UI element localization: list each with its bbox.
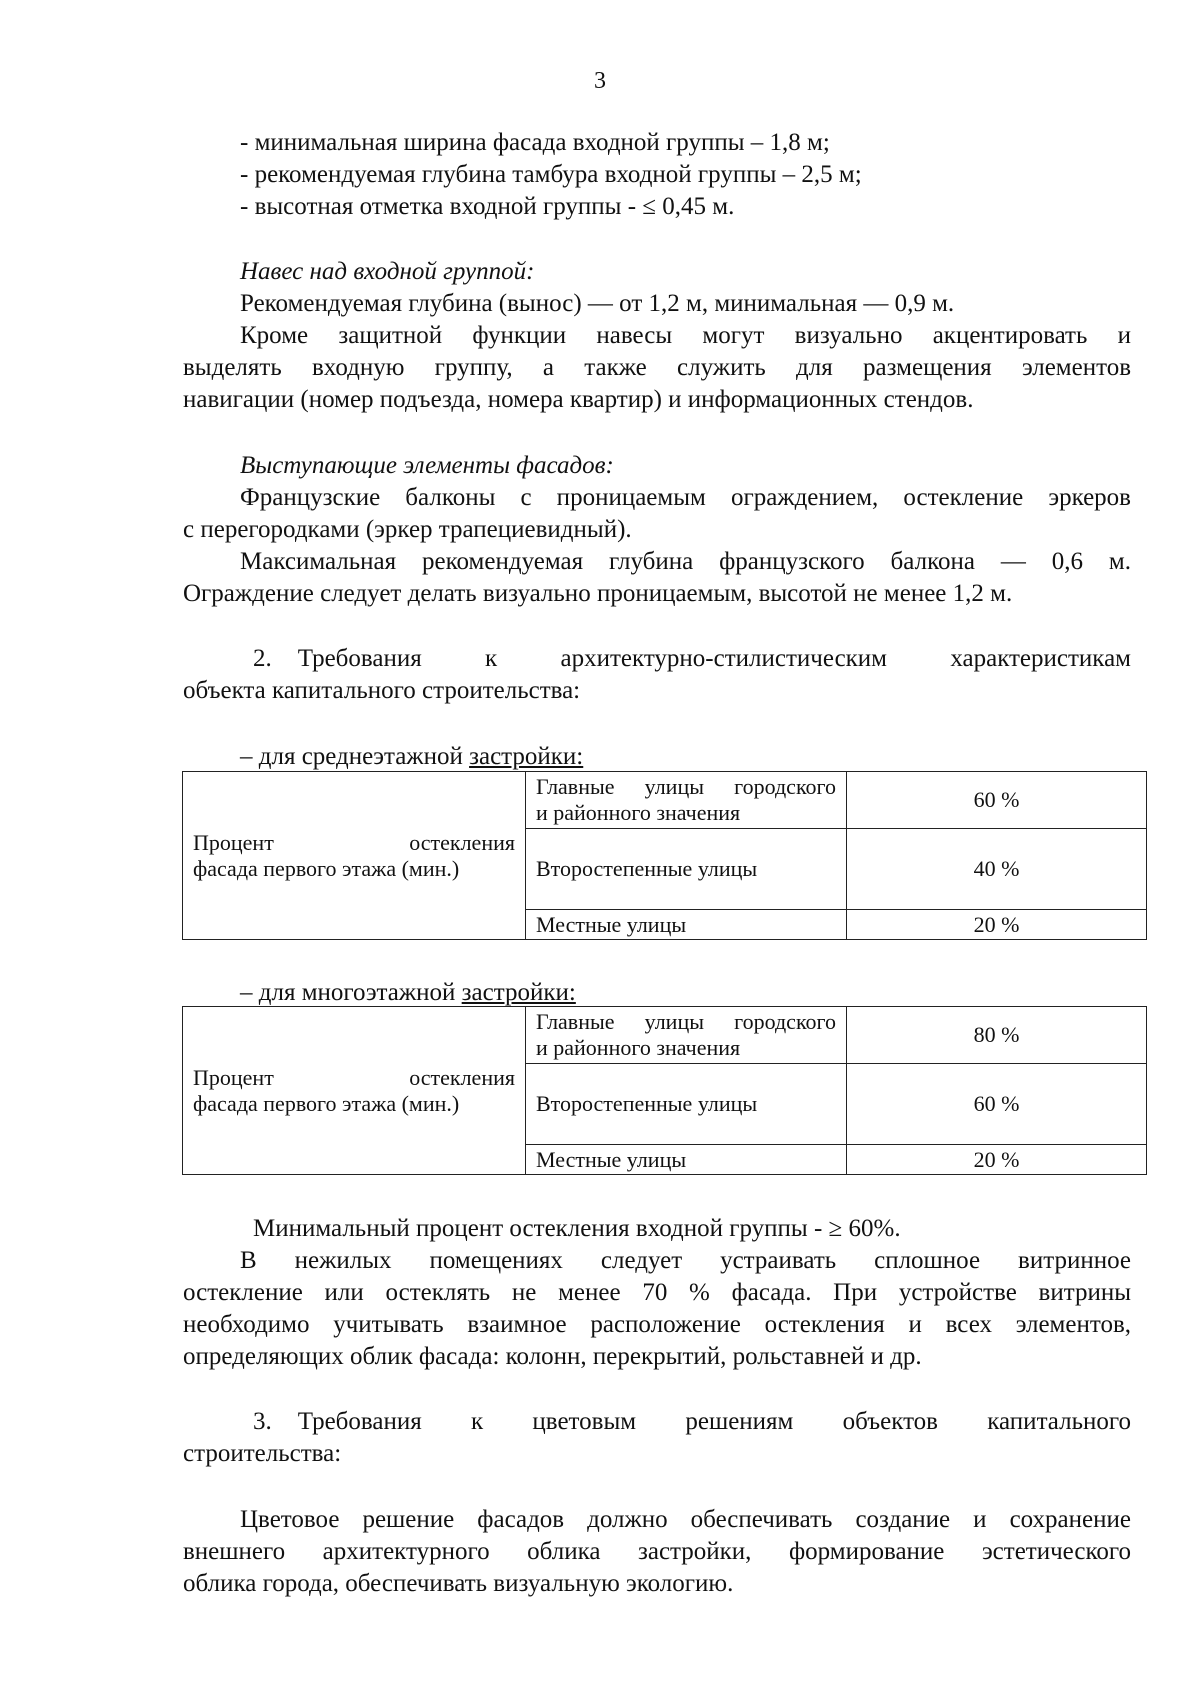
street-type-line1: Главные улицы городского [536, 774, 836, 799]
street-type-cell [526, 772, 847, 829]
street-type-line2: и районного значения [536, 800, 741, 825]
street-type-cell: Местные улицы [526, 1145, 847, 1175]
table-mid-rise [182, 771, 1147, 940]
glazing-label-word: остекления [409, 1064, 515, 1090]
canopy-para-line: Кроме защитной функции навесы могут визуально акцентировать и [240, 322, 1131, 349]
glazing-label-word: Процент [193, 1064, 274, 1090]
street-type-cell: Второстепенные улицы [526, 1064, 847, 1145]
glazing-para-line: необходимо учитывать взаимное расположение остекления и всех элементов, [183, 1311, 1131, 1338]
table-mid-caption [240, 741, 1188, 773]
glazing-label-cell [183, 772, 526, 940]
min-entry-glazing: Минимальный процент остекления входной группы - ≥ 60%. [253, 1215, 901, 1242]
street-type-line2: и районного значения [536, 1035, 741, 1060]
canopy-depth: Рекомендуемая глубина (вынос) — от 1,2 м, минимальная — 0,9 м. [240, 290, 955, 317]
glazing-para-line: В нежилых помещениях следует устраивать сплошное витринное [240, 1247, 1131, 1274]
glazing-value: 20 % [847, 1145, 1147, 1175]
section2-number: 2. [253, 645, 272, 672]
table-mid-caption-text: – для среднеэтажной [240, 743, 470, 770]
glazing-label-word: Процент [193, 829, 274, 855]
section3-number: 3. [253, 1408, 272, 1435]
facade-elements-para-line: Французские балконы с проницаемым ограждением, остекление эркеров [240, 484, 1131, 511]
glazing-label-cell [183, 1007, 526, 1175]
bullet-entry-height: - высотная отметка входной группы - ≤ 0,45 м. [240, 193, 735, 220]
canopy-para-line: выделять входную группу, а также служить для размещения элементов [183, 354, 1131, 381]
table-high-caption-text: – для многоэтажной [240, 979, 462, 1006]
bullet-facade-width: - минимальная ширина фасада входной группы – 1,8 м; [240, 129, 830, 156]
facade-elements-para-line: Ограждение следует делать визуально проницаемым, высотой не менее 1,2 м. [183, 580, 1013, 607]
street-type-line1: Главные улицы городского [536, 1009, 836, 1034]
canopy-para-line: навигации (номер подъезда, номера квартир) и информационных стендов. [183, 386, 974, 413]
color-para-line: внешнего архитектурного облика застройки, формирование эстетического [183, 1538, 1131, 1565]
section2-heading-line2: объекта капитального строительства: [183, 677, 581, 704]
table-high-caption-underlined: застройки: [461, 979, 576, 1006]
facade-elements-para-line: Максимальная рекомендуемая глубина французского балкона — 0,6 м. [240, 548, 1131, 575]
table-row [183, 1007, 1147, 1064]
bullet-vestibule-depth: - рекомендуемая глубина тамбура входной группы – 2,5 м; [240, 161, 862, 188]
facade-elements-heading: Выступающие элементы фасадов: [240, 452, 614, 479]
glazing-value: 80 % [847, 1007, 1147, 1064]
color-para-line: облика города, обеспечивать визуальную экологию. [183, 1570, 734, 1597]
glazing-para-line: определяющих облик фасада: колонн, перекрытий, рольставней и др. [183, 1343, 922, 1370]
street-type-cell: Второстепенные улицы [526, 829, 847, 910]
table-row [183, 772, 1147, 829]
canopy-heading: Навес над входной группой: [240, 258, 535, 285]
glazing-para-line: остекление или остеклять не менее 70 % фасада. При устройстве витрины [183, 1279, 1131, 1306]
table-high-rise [182, 1006, 1147, 1175]
table-mid-caption-underlined: застройки: [469, 743, 584, 770]
glazing-value: 20 % [847, 910, 1147, 940]
glazing-value: 40 % [847, 829, 1147, 910]
glazing-value: 60 % [847, 772, 1147, 829]
section3-title: Требования к цветовым решениям объектов капитального [297, 1408, 1131, 1435]
glazing-label-word: остекления [409, 829, 515, 855]
section3-heading-line2: строительства: [183, 1440, 342, 1467]
street-type-cell: Местные улицы [526, 910, 847, 940]
glazing-label-line2: фасада первого этажа (мин.) [193, 855, 460, 881]
table-high-caption [240, 977, 1188, 1009]
glazing-label-line2: фасада первого этажа (мин.) [193, 1090, 460, 1116]
facade-elements-para-line: с перегородками (эркер трапециевидный). [183, 516, 632, 543]
section3-heading-line [253, 1406, 1131, 1438]
street-type-cell [526, 1007, 847, 1064]
glazing-value: 60 % [847, 1064, 1147, 1145]
page-number: 3 [594, 68, 606, 94]
color-para-line: Цветовое решение фасадов должно обеспечивать создание и сохранение [240, 1506, 1131, 1533]
section2-heading-line [253, 643, 1131, 675]
section2-title: Требования к архитектурно-стилистическим характеристикам [297, 645, 1131, 672]
